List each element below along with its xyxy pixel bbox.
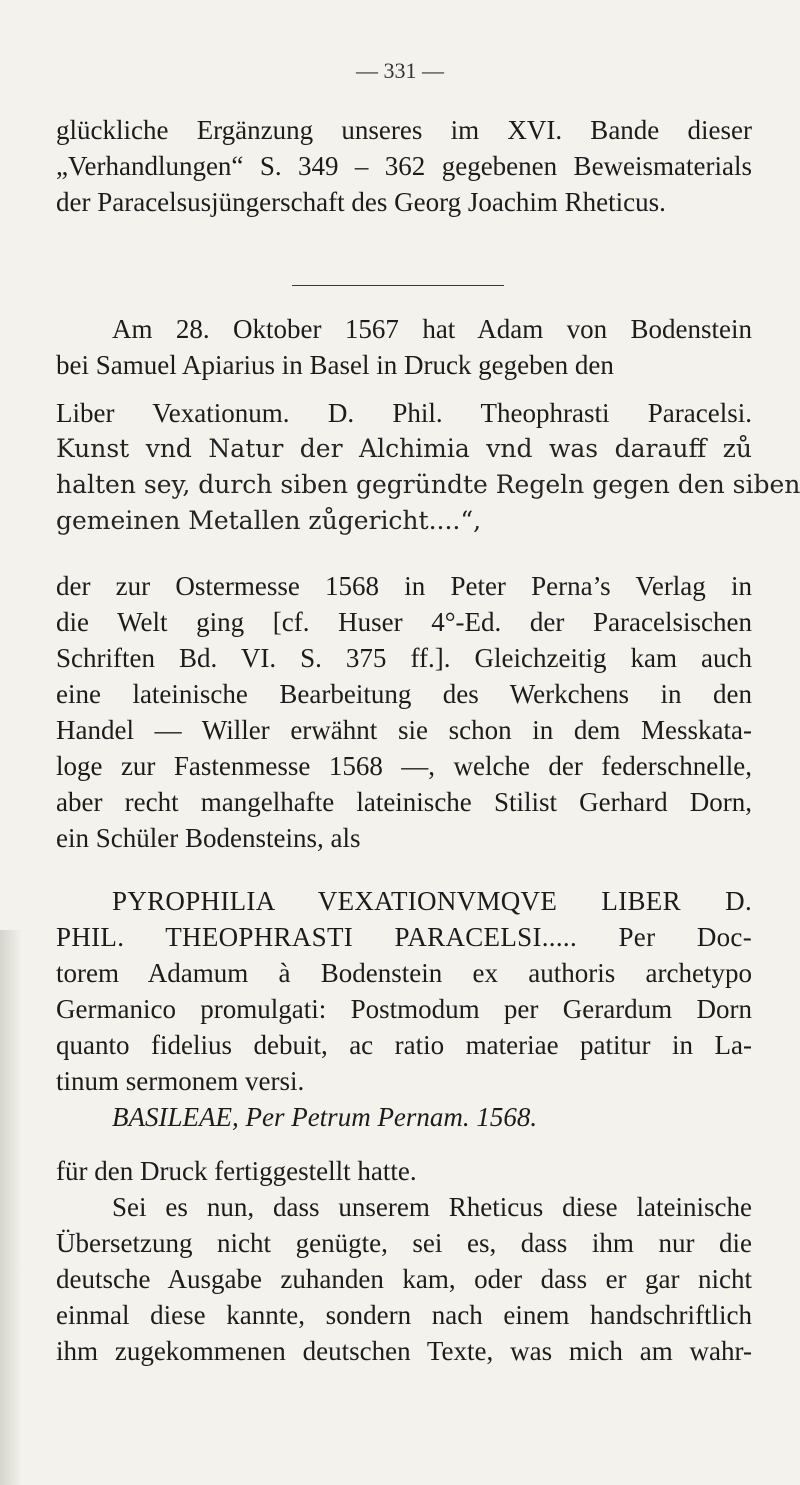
text-line: loge zur Fastenmesse 1568 —, welche der federschnelle, <box>56 751 752 781</box>
page-number: — 331 — <box>356 58 444 83</box>
book-title-german <box>56 395 800 539</box>
text-line: bei Samuel Apiarius in Basel in Druck gegeben den <box>56 350 614 380</box>
text-line: ein Schüler Bodensteins, als <box>56 823 361 853</box>
text-line: PHIL. THEOPHRASTI PARACELSI..... Per Doc- <box>56 922 752 952</box>
page-edge-shadow <box>0 930 22 1485</box>
text-line: PYROPHILIA VEXATIONVMQVE LIBER D. <box>112 886 752 916</box>
text-line: tinum sermonem versi. <box>56 1066 305 1096</box>
blackletter-line: Kunst vnd Natur der Alchimia vnd was darauff zů <box>56 434 752 463</box>
text-line: Schriften Bd. VI. S. 375 ff.]. Gleichzeitig kam auch <box>56 643 752 673</box>
blackletter-line: halten sey, durch siben gegründte Regeln gegen den siben <box>56 470 800 499</box>
text-line: quanto fidelius debuit, ac ratio materiae patitur in La- <box>56 1030 752 1060</box>
text-line: torem Adamum à Bodenstein ex authoris archetypo <box>56 958 752 988</box>
paragraph-rheticus <box>56 1153 752 1369</box>
text-line: Germanico promulgati: Postmodum per Gerardum Dorn <box>56 994 752 1024</box>
text-line: Sei es nun, dass unserem Rheticus diese lateinische <box>112 1192 752 1222</box>
text-line: aber recht mangelhafte lateinische Stilist Gerhard Dorn, <box>56 787 752 817</box>
text-line: einmal diese kannte, sondern nach einem handschriftlich <box>56 1300 752 1330</box>
text-line: glückliche Ergänzung unseres im XVI. Bande dieser <box>56 115 752 145</box>
paragraph-bodenstein <box>56 311 752 383</box>
text-line: Liber Vexationum. D. Phil. Theophrasti Paracelsi. <box>56 398 752 428</box>
text-line: Handel — Willer erwähnt sie schon in dem Messkata- <box>56 715 752 745</box>
text-line: Am 28. Oktober 1567 hat Adam von Bodenstein <box>112 314 752 344</box>
text-line: ihm zugekommenen deutschen Texte, was mich am wahr- <box>56 1336 752 1366</box>
blackletter-line: gemeinen Metallen zůgericht....“, <box>56 506 482 535</box>
text-line: eine lateinische Bearbeitung des Werkchens in den <box>56 679 752 709</box>
text-line: der zur Ostermesse 1568 in Peter Perna’s Verlag in <box>56 571 752 601</box>
text-line: deutsche Ausgabe zuhanden kam, oder dass er gar nicht <box>56 1264 752 1294</box>
section-divider <box>292 285 504 286</box>
text-line: der Paracelsusjüngerschaft des Georg Joachim Rheticus. <box>56 187 666 217</box>
text-line: für den Druck fertiggestellt hatte. <box>56 1156 417 1186</box>
imprint-line: BASILEAE, Per Petrum Pernam. 1568. <box>112 1102 538 1132</box>
text-line: die Welt ging [cf. Huser 4°-Ed. der Paracelsischen <box>56 607 752 637</box>
paragraph-perna <box>56 568 752 856</box>
paragraph-intro <box>56 112 752 220</box>
book-title-latin <box>56 883 752 1135</box>
text-line: „Verhandlungen“ S. 349 – 362 gegebenen Beweismaterials <box>56 151 752 181</box>
text-line: Übersetzung nicht genügte, sei es, dass ihm nur die <box>56 1228 752 1258</box>
